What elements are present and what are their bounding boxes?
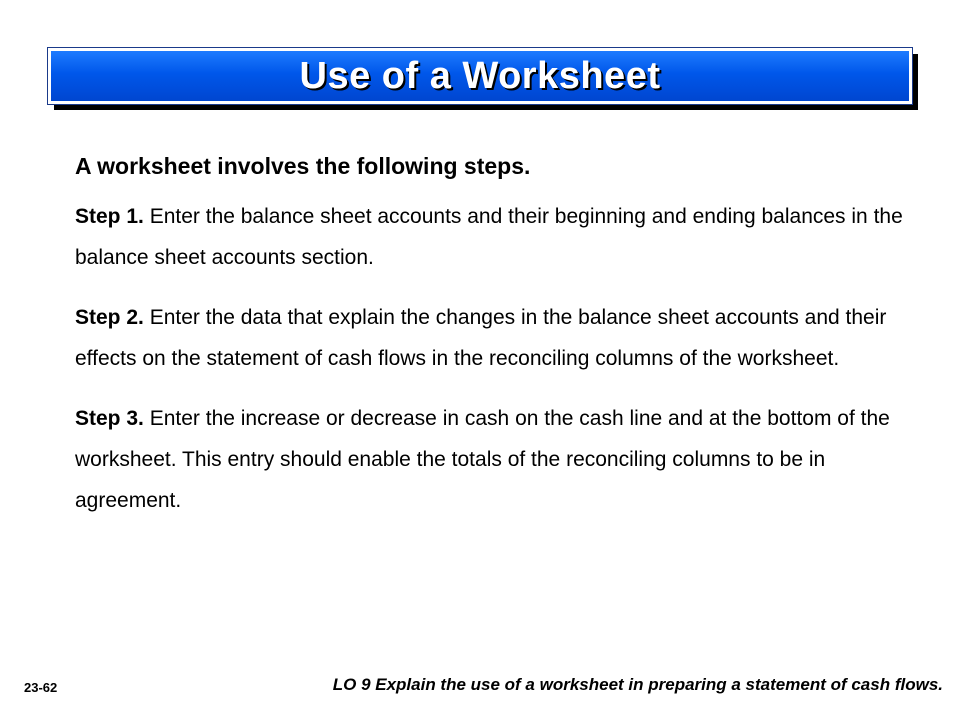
step-1-text: Enter the balance sheet accounts and their beginning and ending balances in the balance sheet accounts section. [75,205,903,269]
step-1-label: Step 1. [75,205,144,228]
title-banner [48,48,912,104]
learning-objective: LO 9 Explain the use of a worksheet in preparing a statement of cash flows. [332,675,943,694]
step-2-label: Step 2. [75,306,144,329]
slide-title: Use of a Worksheet [299,54,661,97]
step-3-text: Enter the increase or decrease in cash on the cash line and at the bottom of the worksheet. This entry should enable the totals of the reconciling columns to be in agreement. [75,407,890,512]
slide-body [75,146,905,540]
intro-heading: A worksheet involves the following steps. [75,153,531,179]
step-1 [75,196,905,278]
step-3 [75,398,905,521]
slide-number: 23-62 [24,680,58,695]
step-2-text: Enter the data that explain the changes in the balance sheet accounts and their effects on the statement of cash flows in the reconciling columns of the worksheet. [75,306,887,370]
title-box [48,48,912,104]
step-3-label: Step 3. [75,407,144,430]
step-2 [75,297,905,379]
